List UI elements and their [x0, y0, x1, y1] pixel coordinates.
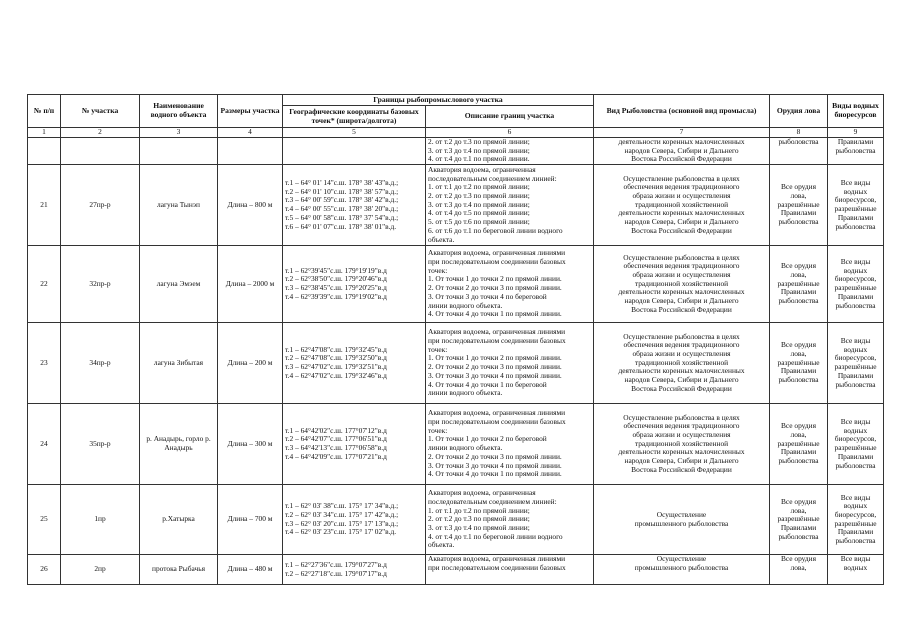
continued-resources: Правилами рыболовства	[828, 138, 884, 165]
site-number: 32пр-р	[61, 246, 140, 323]
header-fishing-kind: Вид Рыболовства (основной вид промысла)	[594, 95, 770, 128]
continued-description: 2. от т.2 до т.3 по прямой линии; 3. от т.3 до т.4 по прямой линии; 4. от т.4 до т.1 по прямой линии.	[426, 138, 594, 165]
continued-row	[28, 138, 884, 165]
header-resources: Виды водных биоресурсов	[828, 95, 884, 128]
row-number: 24	[28, 404, 61, 485]
site-size: Длина – 300 м	[218, 404, 283, 485]
tools-cell: Все орудия лова, разрешённые Правилами рыболовства	[770, 165, 828, 246]
table-row	[28, 165, 884, 246]
tools-cell: Все орудия лова, разрешённые Правилами рыболовства	[770, 323, 828, 404]
header-water-body: Наименование водного объекта	[140, 95, 218, 128]
row-number: 26	[28, 555, 61, 585]
row-number: 21	[28, 165, 61, 246]
column-number-row	[28, 128, 884, 138]
water-body-name: лагуна Тынэп	[140, 165, 218, 246]
tools-cell: Все орудия лова,	[770, 555, 828, 585]
tools-cell: Все орудия лова, разрешённые Правилами рыболовства	[770, 404, 828, 485]
col-number: 7	[594, 128, 770, 138]
header-tools: Орудия лова	[770, 95, 828, 128]
resources-cell: Все виды водных биоресурсов, разрешённые Правилами рыболовства	[828, 404, 884, 485]
site-size: Длина – 2000 м	[218, 246, 283, 323]
continued-fishing-kind: деятельности коренных малочисленных народов Севера, Сибири и Дальнего Востока Российской Федерации	[594, 138, 770, 165]
description-cell: Акватория водоема, ограниченная последовательным соединением линией: 1. от т.1 до т.2 по прямой линии; 2. от т.2 до т.3 по прямой линии; 3. от т.3 до т.4 по прямой линии; 4. от т.4 до т.1 по береговой линии водного объекта.	[426, 485, 594, 555]
water-body-name: р.Хатырка	[140, 485, 218, 555]
site-size: Длина – 800 м	[218, 165, 283, 246]
site-number: 27пр-р	[61, 165, 140, 246]
table-row	[28, 404, 884, 485]
fishing-sites-table	[27, 94, 884, 585]
resources-cell: Все виды водных	[828, 555, 884, 585]
row-number: 22	[28, 246, 61, 323]
resources-cell: Все виды водных биоресурсов, разрешённые Правилами рыболовства	[828, 485, 884, 555]
tools-cell: Все орудия лова, разрешённые Правилами рыболовства	[770, 485, 828, 555]
header-bounds: Границы рыбопромыслового участка	[283, 95, 594, 106]
col-number: 5	[283, 128, 426, 138]
water-body-name: лагуна Эмэем	[140, 246, 218, 323]
header-size: Размеры участка	[218, 95, 283, 128]
coordinates-cell: т.1 – 62° 03' 38"с.ш. 175° 17' 34"в.д.; т.2 – 62° 03' 34"с.ш. 175° 17' 42"в.д.; т.3 – 62° 03' 20"с.ш. 175° 17' 13"в.д.; т.4 – 62° 03' 23"с.ш. 175° 17' 02"в.д.	[283, 485, 426, 555]
row-number: 23	[28, 323, 61, 404]
site-number: 2пр	[61, 555, 140, 585]
table-row	[28, 323, 884, 404]
site-size: Длина – 480 м	[218, 555, 283, 585]
tools-cell: Все орудия лова, разрешённые Правилами рыболовства	[770, 246, 828, 323]
fishing-kind-cell: Осуществление рыболовства в целях обеспечения ведения традиционного образа жизни и осуществления традиционной хозяйственной деятельности коренных малочисленных народов Севера, Сибири и Дальнего Востока Российской Федерации	[594, 246, 770, 323]
description-cell: Акватория водоема, ограниченная последовательным соединением линией: 1. от т.1 до т.2 по прямой линии; 2. от т.2 до т.3 по прямой линии; 3. от т.3 до т.4 по прямой линии; 4. от т.4 до т.5 по прямой линии; 5. от т.5 до т.6 по прямой линии; 6. от т.6 до т.1 по береговой линии водного объекта.	[426, 165, 594, 246]
col-number: 2	[61, 128, 140, 138]
fishing-kind-cell: Осуществление рыболовства в целях обеспечения ведения традиционного образа жизни и осуществления традиционной хозяйственной деятельности коренных малочисленных народов Севера, Сибири и Дальнего Востока Российской Федерации	[594, 404, 770, 485]
header-coords: Географические координаты базовых точек* (широта/долгота)	[283, 106, 426, 128]
table-row	[28, 485, 884, 555]
table-row	[28, 555, 884, 585]
col-number: 9	[828, 128, 884, 138]
table-row	[28, 246, 884, 323]
site-size: Длина – 200 м	[218, 323, 283, 404]
fishing-kind-cell: Осуществление рыболовства в целях обеспечения ведения традиционного образа жизни и осуществления традиционной хозяйственной деятельности коренных малочисленных народов Севера, Сибири и Дальнего Востока Российской Федерации	[594, 323, 770, 404]
col-number: 6	[426, 128, 594, 138]
description-cell: Акватория водоема, ограниченная линиями при последовательном соединении базовых точек: 1. От точки 1 до точки 2 по прямой линии. 2. От точки 2 до точки 3 по прямой линии. 3. От точки 3 до точки 4 по береговой линии водного объекта. 4. От точки 4 до точки 1 по прямой линии.	[426, 246, 594, 323]
description-cell: Акватория водоема, ограниченная линиями при последовательном соединении базовых точек: 1. От точки 1 до точки 2 по прямой линии. 2. От точки 2 до точки 3 по прямой линии. 3. От точки 3 до точки 4 по прямой линии. 4. От точки 4 до точки 1 по береговой линии водного объекта.	[426, 323, 594, 404]
description-cell: Акватория водоема, ограниченная линиями при последовательном соединении базовых точек: 1. От точки 1 до точки 2 по береговой линии водного объекта. 2. От точки 2 до точки 3 по прямой линии. 3. От точки 3 до точки 4 по прямой линии. 4. От точки 4 до точки 1 по прямой линии.	[426, 404, 594, 485]
col-number: 1	[28, 128, 61, 138]
header-description: Описание границ участка	[426, 106, 594, 128]
resources-cell: Все виды водных биоресурсов, разрешённые Правилами рыболовства	[828, 165, 884, 246]
water-body-name: протока Рыбачья	[140, 555, 218, 585]
coordinates-cell: т.1 – 64°42'02"с.ш. 177°07'12"в.д т.2 – 64°42'07"с.ш. 177°06'51"в.д т.3 – 64°42'13"с.ш. 177°06'58"в.д т.4 – 64°42'09"с.ш. 177°07'21"в.д	[283, 404, 426, 485]
col-number: 4	[218, 128, 283, 138]
water-body-name: лагуна Зибытая	[140, 323, 218, 404]
header-site: № участка	[61, 95, 140, 128]
fishing-kind-cell: Осуществление промышленного рыболовства	[594, 555, 770, 585]
coordinates-cell: т.1 – 64° 01' 14"с.ш. 178° 38' 43"в.д.; т.2 – 64° 01' 10"с.ш. 178° 38' 57"в.д.; т.3 – 64° 00' 59"с.ш. 178° 38' 42"в.д.; т.4 – 64° 00' 55"с.ш. 178° 38' 20"в.д.; т.5 – 64° 00' 58"с.ш. 178° 37' 54"в.д.; т.6 – 64° 01' 07"с.ш. 178° 38' 01"в.д.	[283, 165, 426, 246]
site-size: Длина – 700 м	[218, 485, 283, 555]
site-number: 34пр-р	[61, 323, 140, 404]
fishing-kind-cell: Осуществление рыболовства в целях обеспечения ведения традиционного образа жизни и осуществления традиционной хозяйственной деятельности коренных малочисленных народов Севера, Сибири и Дальнего Востока Российской Федерации	[594, 165, 770, 246]
col-number: 8	[770, 128, 828, 138]
water-body-name: р. Анадырь, горло р. Анадырь	[140, 404, 218, 485]
row-number: 25	[28, 485, 61, 555]
continued-tools: рыболовства	[770, 138, 828, 165]
resources-cell: Все виды водных биоресурсов, разрешённые Правилами рыболовства	[828, 323, 884, 404]
fishing-kind-cell: Осуществление промышленного рыболовства	[594, 485, 770, 555]
site-number: 35пр-р	[61, 404, 140, 485]
resources-cell: Все виды водных биоресурсов, разрешённые Правилами рыболовства	[828, 246, 884, 323]
description-cell: Акватория водоема, ограниченная линиями при последовательном соединении базовых	[426, 555, 594, 585]
coordinates-cell: т.1 – 62°39'45"с.ш. 179°19'19"в.д т.2 – 62°38'50"с.ш. 179°20'46"в.д т.3 – 62°38'45"с.ш. 179°20'25"в.д т.4 – 62°39'39"с.ш. 179°19'02"в.д	[283, 246, 426, 323]
coordinates-cell: т.1 – 62°27'36"с.ш. 179°07'27"в.д т.2 – 62°27'18"с.ш. 179°07'17"в.д	[283, 555, 426, 585]
site-number: 1пр	[61, 485, 140, 555]
col-number: 3	[140, 128, 218, 138]
header-num: № п/п	[28, 95, 61, 128]
coordinates-cell: т.1 – 62°47'08"с.ш. 179°32'45"в.д т.2 – 62°47'08"с.ш. 179°32'50"в.д т.3 – 62°47'02"с.ш. 179°32'51"в.д т.4 – 62°47'02"с.ш. 179°32'46"в.д	[283, 323, 426, 404]
